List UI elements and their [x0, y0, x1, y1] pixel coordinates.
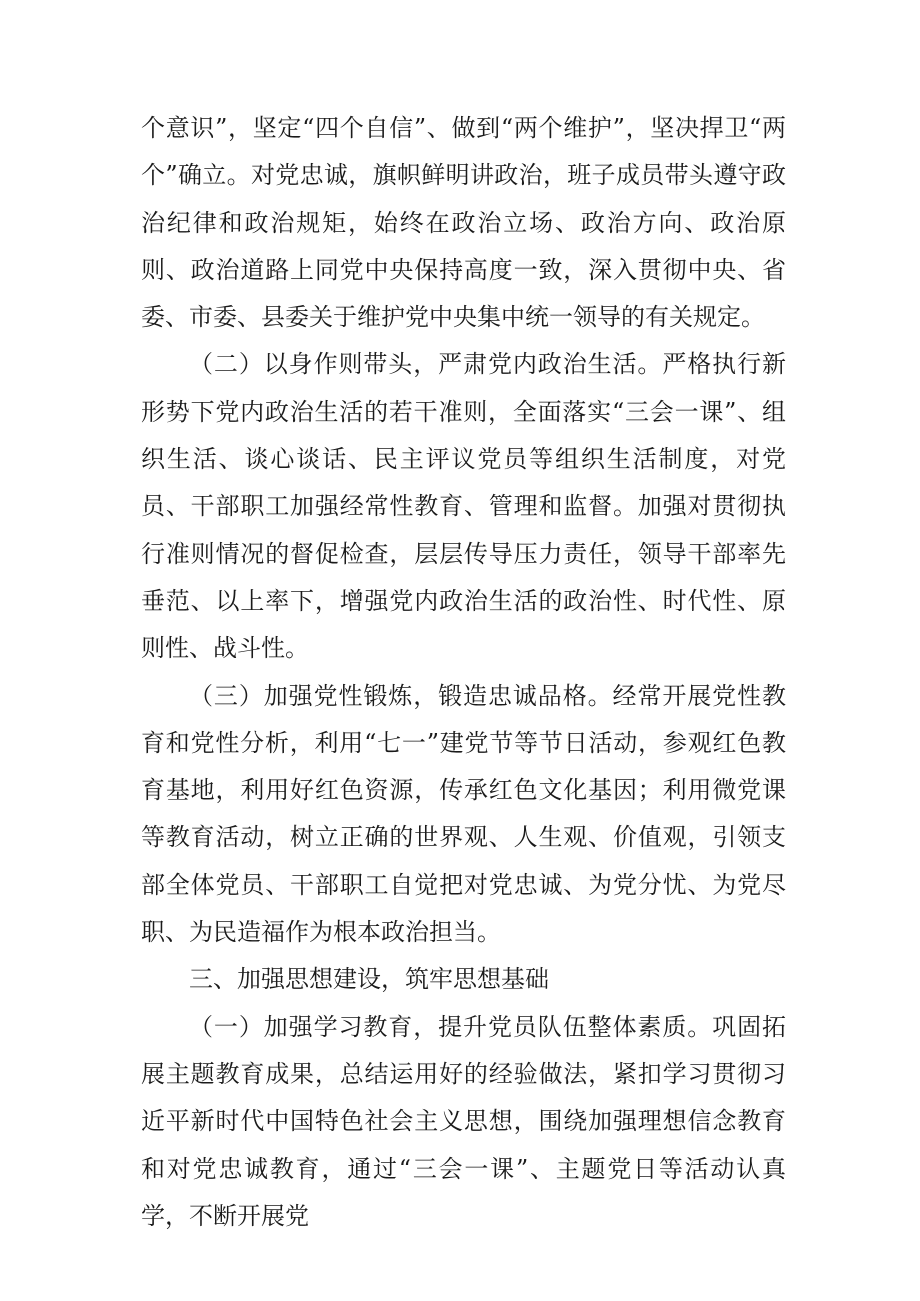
paragraph-party-spirit: （三）加强党性锻炼，锻造忠诚品格。经常开展党性教育和党性分析，利用“七一”建党节等节日活动，参观红色教育基地，利用好红色资源，传承红色文化基因；利用微党课等教育活动，树立正确的世界观、人生观、价值观，引领支部全体党员、干部职工自觉把对党忠诚、为党分忧、为党尽职、为民造福作为根本政治担当。 — [141, 681, 786, 947]
paragraph-political-loyalty-continued: 个意识”，坚定“四个自信”、做到“两个维护”，坚决捍卫“两个”确立。对党忠诚，旗帜鲜明讲政治，班子成员带头遵守政治纪律和政治规矩，始终在政治立场、政治方向、政治原则、政治道路上同党中央保持高度一致，深入贯彻中央、省委、市委、县委关于维护党中央集中统一领导的有关规定。 — [141, 114, 786, 332]
paragraph-learning-education: （一）加强学习教育，提升党员队伍整体素质。巩固拓展主题教育成果，总结运用好的经验做法，紧扣学习贯彻习近平新时代中国特色社会主义思想，围绕加强理想信念教育和对党忠诚教育，通过“三会一课”、主题党日等活动认真学，不断开展党 — [141, 1012, 786, 1230]
document-body — [141, 105, 786, 1240]
paragraph-political-life: （二）以身作则带头，严肃党内政治生活。严格执行新形势下党内政治生活的若干准则，全面落实“三会一课”、组织生活、谈心谈话、民主评议党员等组织生活制度，对党员、干部职工加强经常性教育、管理和监督。加强对贯彻执行准则情况的督促检查，层层传导压力责任，领导干部率先垂范、以上率下，增强党内政治生活的政治性、时代性、原则性、战斗性。 — [141, 350, 786, 663]
section-heading-ideological-building: 三、加强思想建设，筑牢思想基础 — [189, 965, 549, 994]
